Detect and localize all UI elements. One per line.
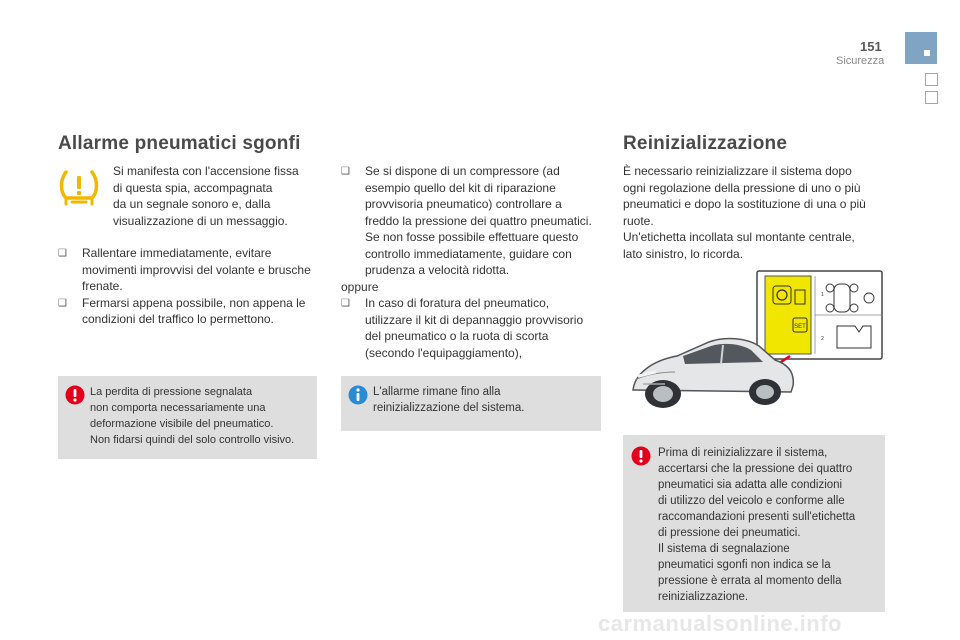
car-label-illustration (625, 268, 885, 428)
intro-text: Si manifesta con l'accensione fissa di questa spia, accompagnata da un segnale sonoro e, dalla visualizzazione di un messaggio. (113, 164, 299, 228)
section-title-right: Reinizializzazione (623, 133, 788, 154)
left-bullets (58, 245, 320, 328)
info-note-middle: L'allarme rimane fino alla reinizializzazione del sistema. (341, 376, 601, 431)
list-item: ❑ Rallentare immediatamente, evitare movimenti improvvisi del volante e brusche frenate. (58, 246, 311, 293)
exclamation-warning-icon (631, 446, 651, 466)
svg-text:2: 2 (821, 336, 824, 342)
checkbox-bullet-icon: ❑ (58, 297, 67, 309)
tab-placeholder (925, 73, 938, 86)
svg-text:1: 1 (821, 292, 824, 298)
watermark: carmanualsonline.info (598, 611, 842, 636)
list-item: ❑ Se si dispone di un compressore (ad esempio quello del kit di riparazione provvisoria pneumatico) controllare a freddo la pressione dei quattro pneumatici. Se non fosse possibile effettuare questo controllo immediatamente, guidare con prudenza a velocità ridotta. (341, 164, 592, 277)
middle-text (341, 163, 603, 361)
tab-placeholder (925, 91, 938, 104)
section-name: Sicurezza (836, 55, 885, 67)
list-item: ❑ Fermarsi appena possibile, non appena le condizioni del traffico lo permettono. (58, 295, 306, 326)
tab-marker-icon (924, 50, 930, 56)
reset-paragraph: È necessario reinizializzare il sistema dopo ogni regolazione della pressione di uno o più pneumatici e dopo la sostituzione di una o più ruote. Un'etichetta incollata sul montante centrale, lato sinistro, lo ricorda. (623, 164, 866, 261)
info-icon (348, 385, 368, 405)
checkbox-bullet-icon: ❑ (341, 166, 350, 177)
svg-text:SET: SET (794, 324, 806, 330)
tire-pressure-warning-icon (58, 168, 100, 208)
list-item: ❑ In caso di foratura del pneumatico, utilizzare il kit di depannaggio provvisorio del pneumatico o la ruota di scorta (secondo l'equipaggiamento), (341, 296, 584, 360)
oppure-label: oppure (341, 279, 379, 294)
warning-note-right: Prima di reinizializzare il sistema, accertarsi che la pressione dei quattro pneumatici sia adatta alle condizioni di utilizzo del veicolo e conforme alle raccomandazioni presenti sull'etichetta di pressione dei pneumatici. Il sistema di segnalazione pneumatici sgonfi non indica se la pressione è errata al momento della reinizializzazione. (623, 435, 885, 612)
page-number: 151 (860, 39, 882, 54)
section-title-left: Allarme pneumatici sgonfi (58, 133, 301, 154)
section-tab[interactable] (905, 32, 937, 64)
warning-note-left: La perdita di pressione segnalata non comporta necessariamente una deformazione visibile del pneumatico. Non fidarsi quindi del solo controllo visivo. (58, 376, 317, 459)
checkbox-bullet-icon: ❑ (58, 248, 67, 259)
exclamation-warning-icon (65, 385, 85, 405)
checkbox-bullet-icon: ❑ (341, 298, 350, 309)
